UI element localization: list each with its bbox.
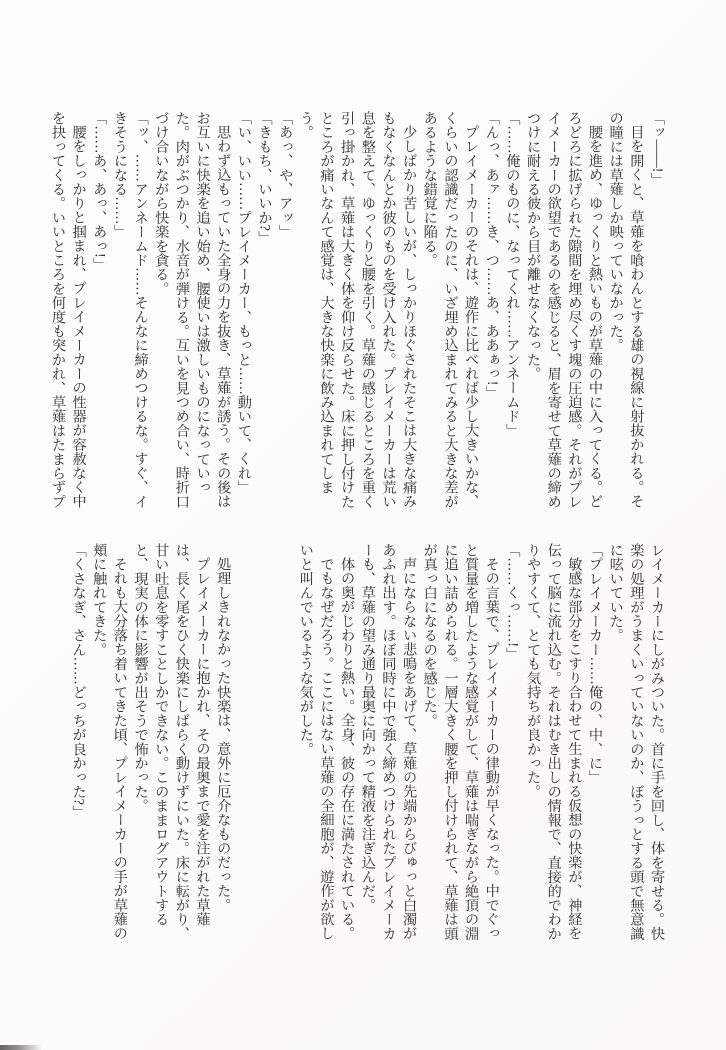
narrative-paragraph: 腰をしっかりと掴まれ、プレイメーカーの性器が容赦なく中を抉ってくる。いいところを何度も突かれ、草薙はたまらずプ xyxy=(49,111,87,509)
dialogue-line: 「プレイメーカー……俺の、中、に」 xyxy=(587,543,604,785)
narrative-paragraph: プレイメーカーのそれは、遊作に比べれば少し大きいかな、くらいの認識だったのに、いざ埋め込まれてみると大きな差があるような錯覚に陥る。 xyxy=(421,111,480,509)
dialogue-line: 「……俺のものに、なってくれ……アンネームド」 xyxy=(504,111,521,438)
dialogue-line: 「ッ、……アンネームド……そんなに締めつけるな。すぐ、イきそうになる……」 xyxy=(111,111,149,509)
text-block-top xyxy=(47,111,667,509)
narrative-paragraph: 思わず込もっていた全身の力を抜き、草薙が誘う。その後はお互いに快楽を追い始め、腰使いは激しいものになっていった。肉がぶつかり、水音が弾ける。互いを見つめ合い、時折口づけ合いながら快楽を貪る。 xyxy=(153,111,232,509)
narrative-paragraph: 声にならない悲鳴をあげて、草薙の先端からびゅっと白濁があふれ出す。ほぼ同時に中で強く締めつけられたプレイメーカーも、草薙の望み通り最奥に向かって精液を注ぎ込んだ。 xyxy=(359,543,418,941)
dialogue-line: 「……くっ……!」 xyxy=(504,543,521,662)
narrative-paragraph: 腰を進め、ゆっくりと熱いものが草薙の中に入ってくる。どろどろに拡げられた隙間を埋め尽くす塊の圧迫感。それがプレイメーカーの欲望であるのを感じると、眉を寄せて草薙の締めつけに耐える彼から目が離せなくなった。 xyxy=(525,111,604,509)
scan-edge-artifact xyxy=(0,1045,42,1050)
narrative-paragraph: その言葉で、プレイメーカーの律動が早くなった。中でぐっと質量を増したような感覚がして、草薙は喘ぎながら絶頂の淵に追い詰められる。一層大きく腰を押し付けられて、草薙は頭が真っ白になるのを感じた。 xyxy=(421,543,500,941)
narrative-paragraph: それも大分落ち着いてきた頃、プレイメーカーの手が草薙の頬に触れてきた。 xyxy=(91,543,128,941)
text-block-bottom xyxy=(68,543,667,941)
narrative-paragraph: レイメーカーにしがみついた。首に手を回し、体を寄せる。快楽の処理がうまくいっていないのか、ぼうっとする頭で無意識に呟いていた。 xyxy=(607,543,665,941)
dialogue-line: 「くさなぎ、さん……どっちが良かった?」 xyxy=(70,543,87,820)
narrative-paragraph: でもなぜだろう。ここにはない草薙の全細胞が、遊作が欲しいと叫んでいるような気がした。 xyxy=(297,543,335,941)
dialogue-line: 「きもち、いいか?」 xyxy=(256,111,273,246)
narrative-paragraph: 処理しきれなかった快楽は、意外に厄介なものだった。 xyxy=(215,557,232,913)
dialogue-line: 「んっ、あァ……き、つ……あ、ああぁっ!」 xyxy=(483,111,500,400)
narrative-paragraph: 敏感な部分をこすり合わせて生まれる仮想の快楽が、神経を伝って脳に流れ込む。それはむき出しの情報で、直接的でわかりやすくて、とても気持ちが良かった。 xyxy=(525,543,583,941)
dialogue-line: 「い、いい……プレイメーカー、もっと……動いて、くれ」 xyxy=(235,111,252,495)
narrative-paragraph: 少しばかり苦しいが、しっかりほぐされたそこは大きな痛みもなくなんとか彼のものを受け入れた。プレイメーカーは荒い息を整えて、ゆっくりと腰を引く。草薙の感じるところを重く引っ掛かれ、草薙は大きく体を仰け反らせた。床に押し付けたところが痛いなんて感覚は、大きな快楽に飲み込まれてしまう。 xyxy=(297,111,418,509)
dialogue-line: 「……あ、あっ、あっ!」 xyxy=(91,111,108,272)
narrative-paragraph: 体の奥がじわりと熱い。全身、彼の存在に満たされている。 xyxy=(339,557,356,941)
narrative-paragraph: プレイメーカーに抱かれ、その最奥まで愛を注がれた草薙は、長く尾をひく快楽にしばらく動けずにいた。床に転がり、甘い吐息を零すことしかできない。このままログアウトすると、現実の体に影響が出そうで怖かった。 xyxy=(132,543,211,941)
narrative-paragraph: 目を開くと、草薙を喰わんとする雄の視線に射抜かれる。その瞳には草薙しか映っていなかった。 xyxy=(607,111,645,509)
dialogue-line: 「ッ――!」 xyxy=(649,111,665,187)
dialogue-line: 「あっ、や、アッ」 xyxy=(277,111,294,239)
scene-break xyxy=(233,543,295,941)
